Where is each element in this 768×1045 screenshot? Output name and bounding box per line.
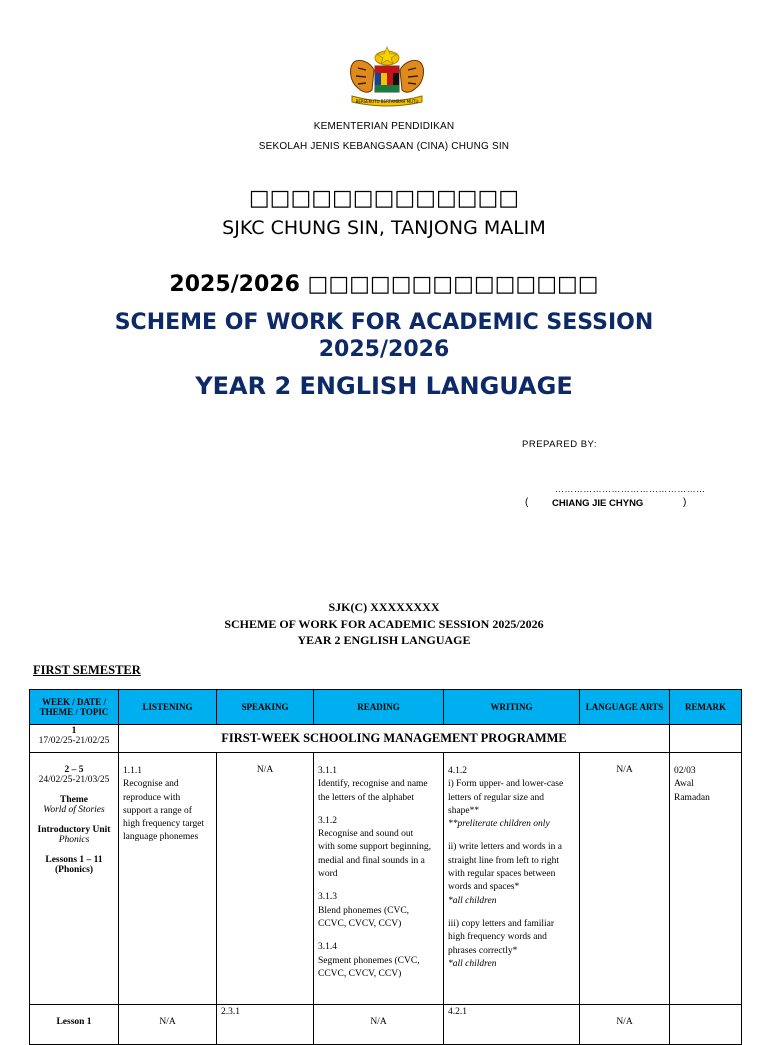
writing-note: *all children xyxy=(448,958,497,969)
reading-line: word xyxy=(318,869,338,880)
table-row xyxy=(30,1005,742,1045)
table-row xyxy=(30,753,742,1005)
header-week: WEEK / DATE / THEME / TOPIC xyxy=(30,690,119,725)
writing-line: iii) copy letters and familiar xyxy=(448,918,555,929)
listening-line: reproduce with xyxy=(123,792,181,803)
reading-line: 3.1.3 xyxy=(318,892,337,903)
section-title: SCHEME OF WORK FOR ACADEMIC SESSION 2025/2026 xyxy=(224,617,544,631)
week-number: 2 – 5 xyxy=(64,765,84,775)
reading-line: 3.1.1 xyxy=(318,766,337,776)
header-reading: READING xyxy=(314,690,444,725)
week-date: 24/02/25-21/03/25 xyxy=(38,775,110,785)
table-row xyxy=(30,725,742,753)
unit-label: Introductory Unit xyxy=(37,825,111,835)
signature-line: ………………………………………… xyxy=(555,484,706,494)
paren-close: ) xyxy=(683,497,687,508)
writing-line: i) Form upper- and lower-case xyxy=(448,779,564,790)
table-header-row xyxy=(30,690,742,725)
coat-of-arms-logo xyxy=(344,44,430,110)
session-title-chinese: 2025/2026 □□□□□□□□□□□□□□ xyxy=(169,272,599,297)
reading-line: the letters of the alphabet xyxy=(318,792,415,803)
listening-line: high frequency target xyxy=(123,819,205,830)
remark-line: Awal xyxy=(674,779,694,790)
remark-line: 02/03 xyxy=(674,766,696,776)
writing-line: high frequency words and xyxy=(448,932,547,943)
teacher-name: CHIANG JIE CHYNG xyxy=(552,498,644,509)
writing-line: straight line from left to right xyxy=(448,855,560,866)
paren-open: ( xyxy=(525,497,529,508)
listening-cell xyxy=(119,753,217,1005)
week-cell xyxy=(30,725,119,753)
reading-cell: N/A xyxy=(314,1005,444,1045)
writing-line: words and spaces* xyxy=(448,882,520,893)
writing-line: 4.1.2 xyxy=(448,766,467,776)
header-writing: WRITING xyxy=(444,690,580,725)
week-date: 17/02/25-21/02/25 xyxy=(38,736,110,746)
writing-cell: 4.2.1 xyxy=(444,1005,580,1045)
header-remark: REMARK xyxy=(670,690,742,725)
school-code: SJK(C) XXXXXXXX xyxy=(328,600,440,614)
sow-title-line1: SCHEME OF WORK FOR ACADEMIC SESSION xyxy=(114,310,654,335)
section-subtitle: YEAR 2 ENGLISH LANGUAGE xyxy=(297,633,471,647)
reading-line: CCVC, CVCV, CCV) xyxy=(318,968,402,979)
reading-line: 3.1.2 xyxy=(318,815,337,826)
reading-line: Identify, recognise and name xyxy=(318,779,428,790)
prepared-by-label: PREPARED BY: xyxy=(522,439,597,450)
remark-line: Ramadan xyxy=(674,792,710,803)
reading-line: 3.1.4 xyxy=(318,942,337,953)
svg-text:BERSEKUTU BERTAMBAH MUTU: BERSEKUTU BERTAMBAH MUTU xyxy=(355,99,419,104)
scheme-of-work-table xyxy=(29,689,742,1045)
remark-cell xyxy=(670,1005,742,1045)
header-listening: LISTENING xyxy=(119,690,217,725)
year-subject-title: YEAR 2 ENGLISH LANGUAGE xyxy=(195,372,573,400)
writing-note: *all children xyxy=(448,895,497,906)
school-official-name: SEKOLAH JENIS KEBANGSAAN (CINA) CHUNG SIN xyxy=(258,141,510,152)
lessons-range: Lessons 1 – 11 xyxy=(45,855,103,865)
writing-line: letters of regular size and xyxy=(448,792,545,803)
writing-line: with regular spaces between xyxy=(448,869,556,880)
unit-value: Phonics xyxy=(58,835,90,845)
week-cell xyxy=(30,753,119,1005)
theme-label: Theme xyxy=(60,795,88,805)
language-arts-cell: N/A xyxy=(580,1005,670,1045)
reading-line: medial and final sounds in a xyxy=(318,855,425,866)
writing-line: phrases correctly* xyxy=(448,945,518,956)
sow-title-line2: 2025/2026 xyxy=(318,337,450,362)
listening-line: support a range of xyxy=(123,805,192,816)
lessons-note: (Phonics) xyxy=(55,865,93,875)
week-cell: Lesson 1 xyxy=(30,1005,119,1045)
reading-line: Recognise and sound out xyxy=(318,829,414,840)
listening-line: 1.1.1 xyxy=(123,766,142,776)
writing-cell xyxy=(444,753,580,1005)
theme-value: World of Stories xyxy=(43,805,105,815)
writing-line: ii) write letters and words in a xyxy=(448,842,562,853)
listening-line: Recognise and xyxy=(123,779,179,790)
listening-line: language phonemes xyxy=(123,832,199,843)
writing-line: shape** xyxy=(448,805,480,816)
reading-line: Segment phonemes (CVC, xyxy=(318,955,420,966)
reading-line: with some support beginning, xyxy=(318,842,431,853)
programme-banner: FIRST-WEEK SCHOOLING MANAGEMENT PROGRAMME xyxy=(119,725,670,753)
remark-cell xyxy=(670,725,742,753)
header-speaking: SPEAKING xyxy=(217,690,314,725)
speaking-cell: 2.3.1 xyxy=(217,1005,314,1045)
school-name-english: SJKC CHUNG SIN, TANJONG MALIM xyxy=(222,217,546,239)
reading-line: Blend phonemes (CVC, xyxy=(318,905,410,916)
week-number: 1 xyxy=(71,726,77,736)
school-name-chinese: □□□□□□□□□□□□□ xyxy=(248,186,520,211)
reading-line: CCVC, CVCV, CCV) xyxy=(318,918,402,929)
listening-cell: N/A xyxy=(119,1005,217,1045)
ministry-name: KEMENTERIAN PENDIDIKAN xyxy=(313,121,455,132)
header-language-arts: LANGUAGE ARTS xyxy=(580,690,670,725)
writing-note: **preliterate children only xyxy=(448,819,550,830)
semester-heading: FIRST SEMESTER xyxy=(33,663,141,677)
language-arts-cell: N/A xyxy=(580,753,670,1005)
reading-cell xyxy=(314,753,444,1005)
remark-cell xyxy=(670,753,742,1005)
scheme-of-work-title xyxy=(0,309,768,363)
speaking-cell: N/A xyxy=(217,753,314,1005)
